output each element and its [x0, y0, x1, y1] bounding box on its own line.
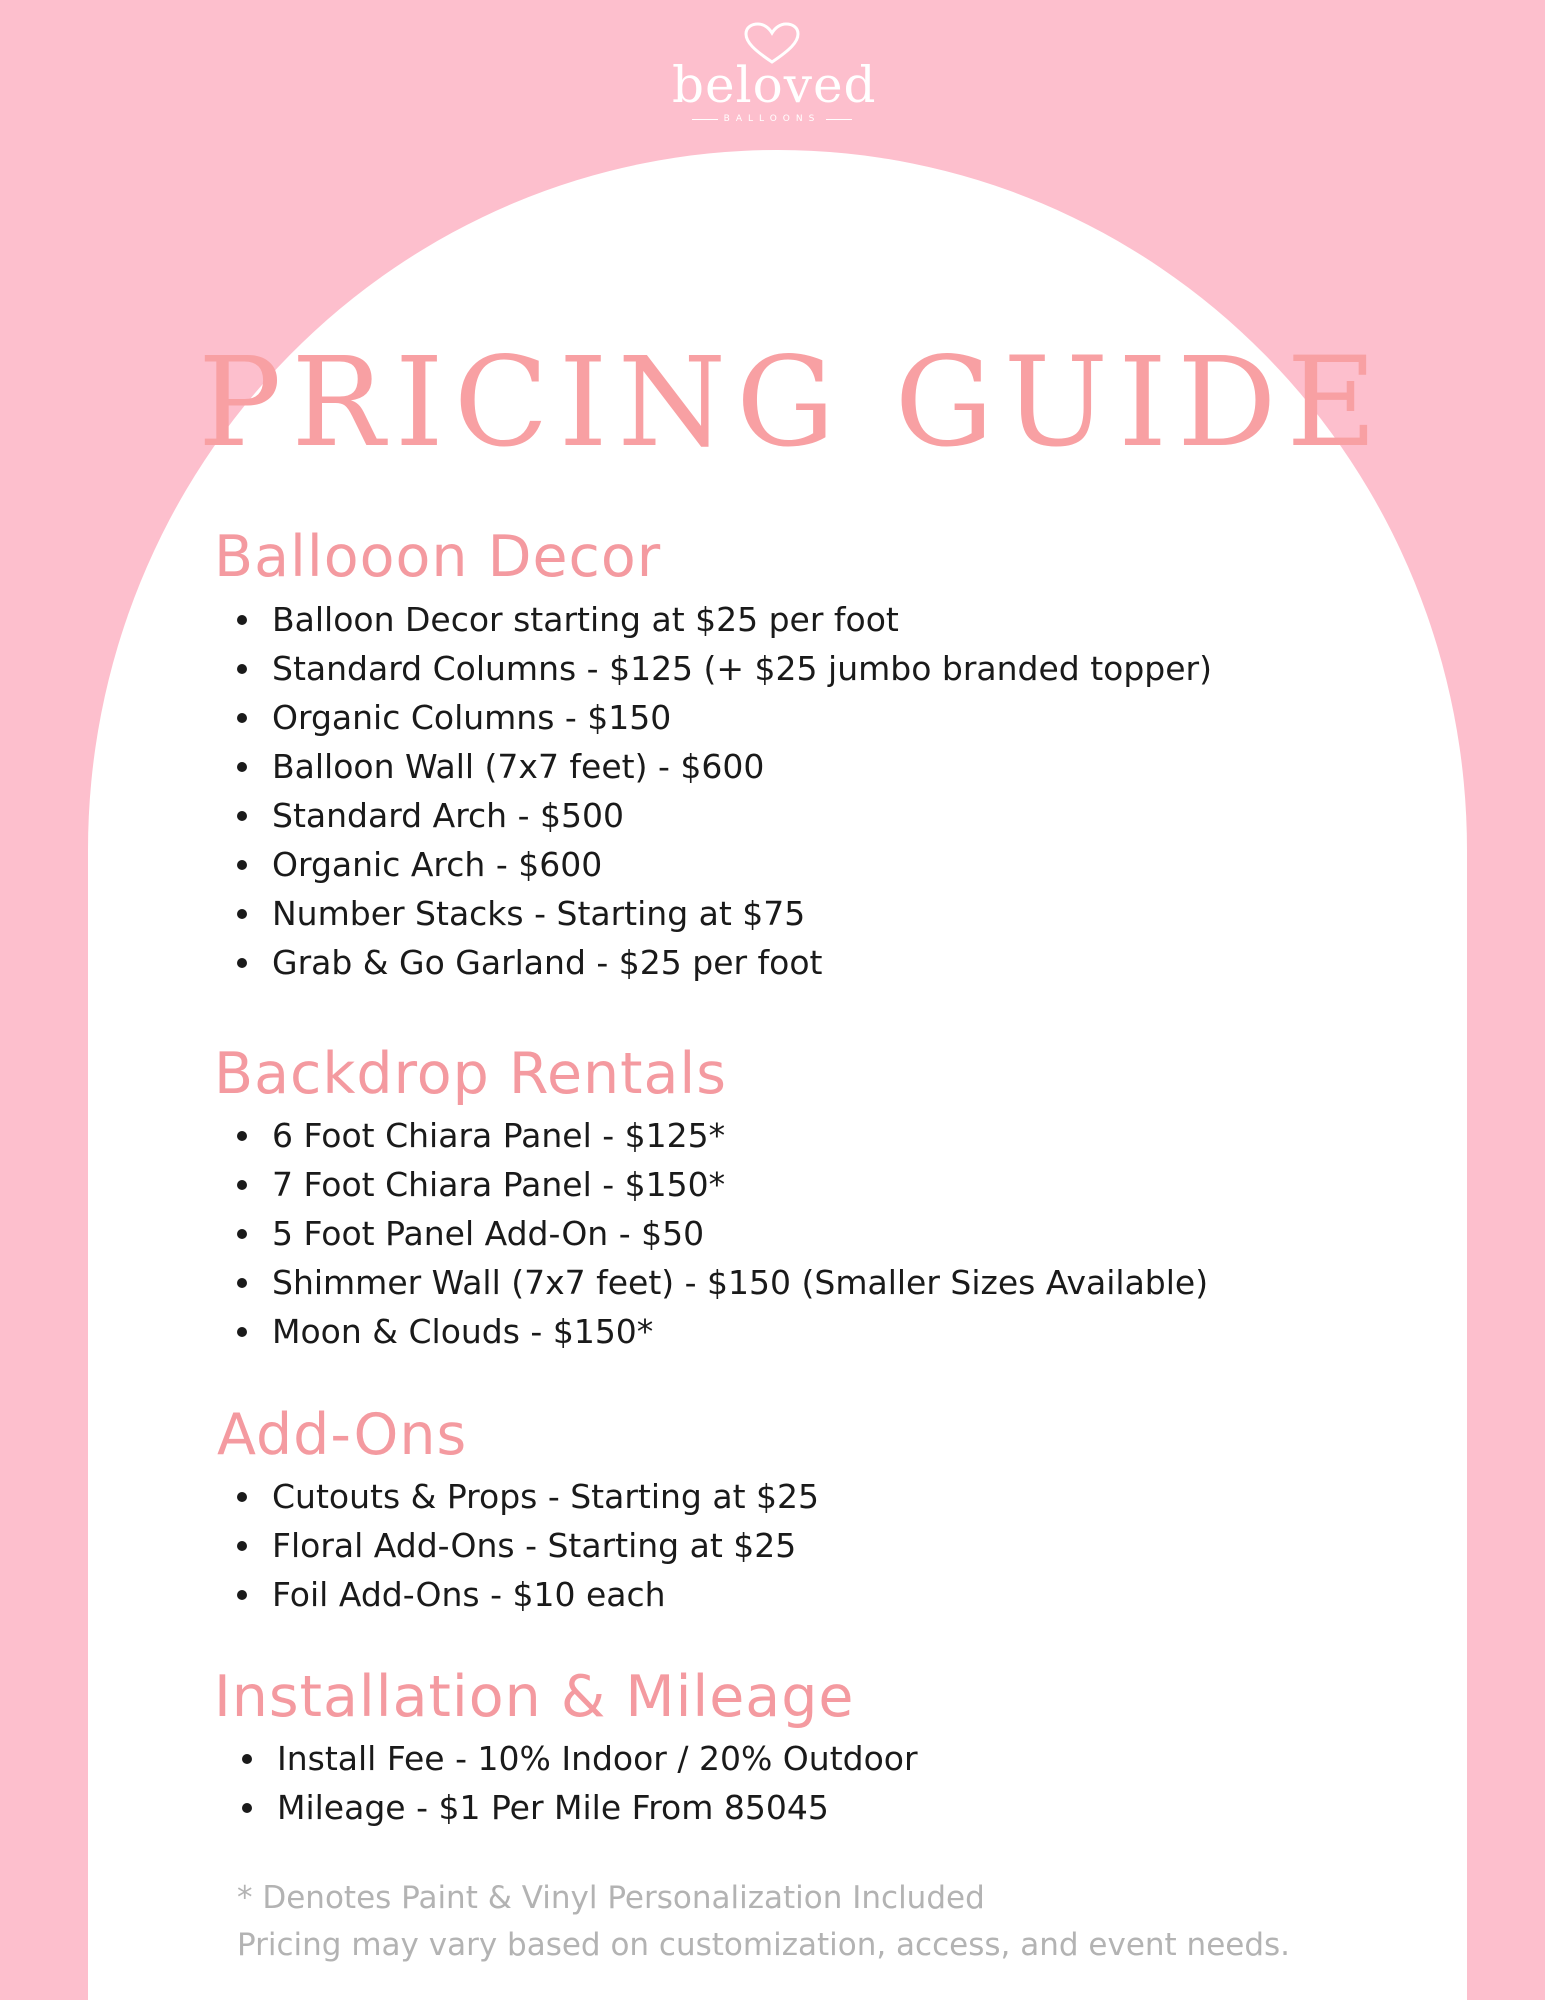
- section-heading-backdrop-rentals: Backdrop Rentals: [214, 1041, 727, 1107]
- list-item: Install Fee - 10% Indoor / 20% Outdoor: [242, 1734, 918, 1783]
- list-item: Standard Columns - $125 (+ $25 jumbo branded topper): [237, 644, 1212, 693]
- logo-wordmark: beloved: [672, 56, 877, 114]
- backdrop-rentals-list: [237, 1111, 1208, 1356]
- section-heading-add-ons: Add-Ons: [217, 1402, 468, 1468]
- list-item: Shimmer Wall (7x7 feet) - $150 (Smaller Sizes Available): [237, 1258, 1208, 1307]
- section-heading-balloon-decor: Ballooon Decor: [214, 524, 662, 590]
- list-item: Grab & Go Garland - $25 per foot: [237, 938, 1212, 987]
- list-item: Moon & Clouds - $150*: [237, 1307, 1208, 1356]
- list-item: Balloon Decor starting at $25 per foot: [237, 595, 1212, 644]
- balloon-decor-list: [237, 595, 1212, 987]
- add-ons-list: [237, 1472, 819, 1619]
- list-item: 7 Foot Chiara Panel - $150*: [237, 1160, 1208, 1209]
- logo-rule-left: [692, 119, 718, 120]
- list-item: Floral Add-Ons - Starting at $25: [237, 1521, 819, 1570]
- list-item: Standard Arch - $500: [237, 791, 1212, 840]
- list-item: Mileage - $1 Per Mile From 85045: [242, 1783, 918, 1832]
- list-item: Organic Columns - $150: [237, 693, 1212, 742]
- installation-mileage-list: [242, 1734, 918, 1832]
- pricing-disclaimer: Pricing may vary based on customization, access, and event needs.: [237, 1927, 1291, 1963]
- list-item: 6 Foot Chiara Panel - $125*: [237, 1111, 1208, 1160]
- asterisk-footnote: * Denotes Paint & Vinyl Personalization Included: [237, 1880, 985, 1916]
- page-title: PRICING GUIDE: [197, 331, 1388, 475]
- list-item: Organic Arch - $600: [237, 840, 1212, 889]
- list-item: 5 Foot Panel Add-On - $50: [237, 1209, 1208, 1258]
- list-item: Balloon Wall (7x7 feet) - $600: [237, 742, 1212, 791]
- list-item: Number Stacks - Starting at $75: [237, 889, 1212, 938]
- list-item: Foil Add-Ons - $10 each: [237, 1570, 819, 1619]
- section-heading-installation-mileage: Installation & Mileage: [214, 1664, 855, 1730]
- logo-subtitle: BALLOONS: [723, 114, 821, 124]
- list-item: Cutouts & Props - Starting at $25: [237, 1472, 819, 1521]
- brand-logo: [672, 22, 877, 132]
- logo-rule-right: [826, 119, 852, 120]
